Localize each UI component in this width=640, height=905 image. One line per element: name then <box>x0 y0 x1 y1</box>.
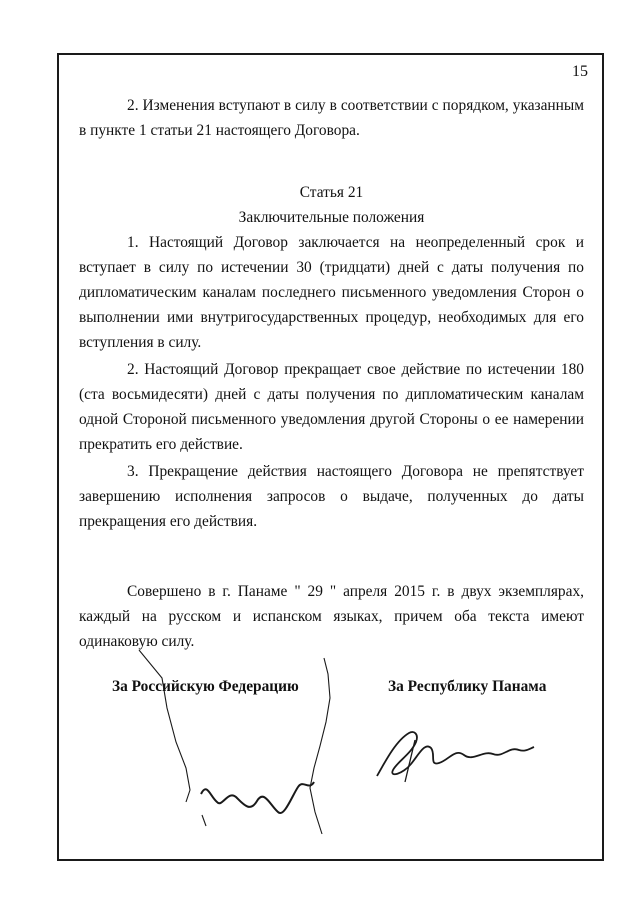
paragraph-termination: 2. Настоящий Договор прекращает свое действие по истечении 180 (ста восьмидесяти) дней с даты получения по дипломатическим каналам одной Стороной письменного уведомления другой Стороны о ее намерении прекратить его действие. <box>79 361 584 453</box>
paragraph-termination-effect: 3. Прекращение действия настоящего Договора не препятствует завершению исполнения запросов о выдаче, полученных до даты прекращения его действия. <box>79 463 584 530</box>
article-subtitle: Заключительные положения <box>238 209 425 226</box>
signature-label-russia: За Российскую Федерацию <box>112 678 299 695</box>
paragraph-done-at: Совершено в г. Панаме " 29 " апреля 2015 г. в двух экземплярах, каждый на русском и испанском языках, причем оба текста имеют одинаковую силу. <box>79 583 584 650</box>
signature-panama-drawing <box>369 720 539 790</box>
page-number: 15 <box>572 63 588 80</box>
article-title: Статья 21 <box>299 184 364 201</box>
paragraph-changes-entry: 2. Изменения вступают в силу в соответствии с порядком, указанным в пункте 1 статьи 21 настоящего Договора. <box>79 97 584 139</box>
document-body <box>79 93 584 654</box>
page-frame <box>57 53 604 861</box>
paragraph-entry-into-force: 1. Настоящий Договор заключается на неопределенный срок и вступает в силу по истечении 30 (тридцати) дней с даты получения по дипломатическим каналам последнего письменного уведомления Сторон о выполнении ими внутригосударственных процедур, необходимых для его вступления в силу. <box>79 234 584 351</box>
signature-label-panama: За Республику Панама <box>388 678 547 695</box>
